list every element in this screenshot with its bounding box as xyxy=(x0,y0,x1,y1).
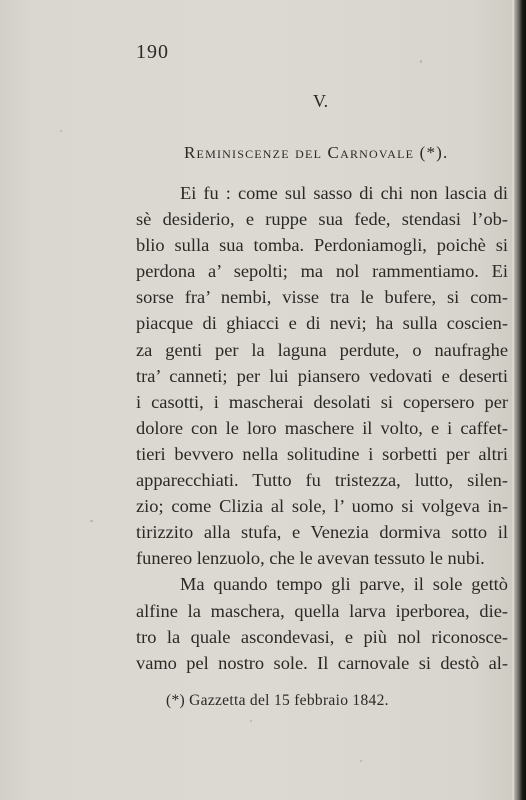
text-line: apparecchiati. Tutto fu tristezza, lutto, silen- xyxy=(136,470,508,491)
text-line: piacque di ghiacci e di nevi; ha sulla coscien- xyxy=(136,313,508,334)
text-line: sorse fra’ nembi, visse tra le bufere, si com- xyxy=(136,287,508,308)
text-line: tro la quale ascondevasi, e più nol riconosce- xyxy=(136,626,508,647)
text-line: blio sulla sua tomba. Perdoniamogli, poichè si xyxy=(136,235,508,256)
text-line: sè desiderio, e ruppe sua fede, stendasi l’ob- xyxy=(136,209,508,230)
text-line: Ma quando tempo gli parve, il sole gettò xyxy=(180,574,508,595)
text-line: Ei fu : come sul sasso di chi non lascia di xyxy=(180,183,508,203)
page-edge-shadow xyxy=(514,0,526,800)
paper-speck xyxy=(360,760,362,762)
text-line: i casotti, i mascherai desolati si copersero per xyxy=(136,391,508,412)
text-line: tra’ canneti; per lui piansero vedovati e deserti xyxy=(136,365,508,386)
paper-speck xyxy=(90,520,93,522)
section-title: Reminiscenze del Carnovale (*). xyxy=(184,143,449,162)
text-line: alfine la maschera, quella larva iperborea, die- xyxy=(136,600,508,621)
text-line: za genti per la laguna perdute, o naufraghe xyxy=(136,339,508,360)
paper-speck xyxy=(60,130,62,132)
body-text xyxy=(136,180,508,676)
text-line: funereo lenzuolo, che le avevan tessuto le nubi. xyxy=(136,548,485,569)
text-line: dolore con le loro maschere il volto, e i caffet- xyxy=(136,417,508,438)
text-line: zio; come Clizia al sole, l’ uomo si volgeva in- xyxy=(136,496,508,517)
text-line: vamo pel nostro sole. Il carnovale si destò al- xyxy=(136,652,508,673)
text-line: tirizzito alla stufa, e Venezia dormiva sotto il xyxy=(136,522,508,543)
paper-speck xyxy=(250,720,252,722)
footnote: (*) Gazzetta del 15 febbraio 1842. xyxy=(166,692,389,709)
section-number: V. xyxy=(313,91,329,111)
text-line: tieri bevvero nella solitudine i sorbetti per altri xyxy=(136,443,508,464)
page-number: 190 xyxy=(136,41,169,63)
paper-speck xyxy=(420,60,422,63)
text-line: perdona a’ sepolti; ma nol rammentiamo. Ei xyxy=(136,261,508,282)
